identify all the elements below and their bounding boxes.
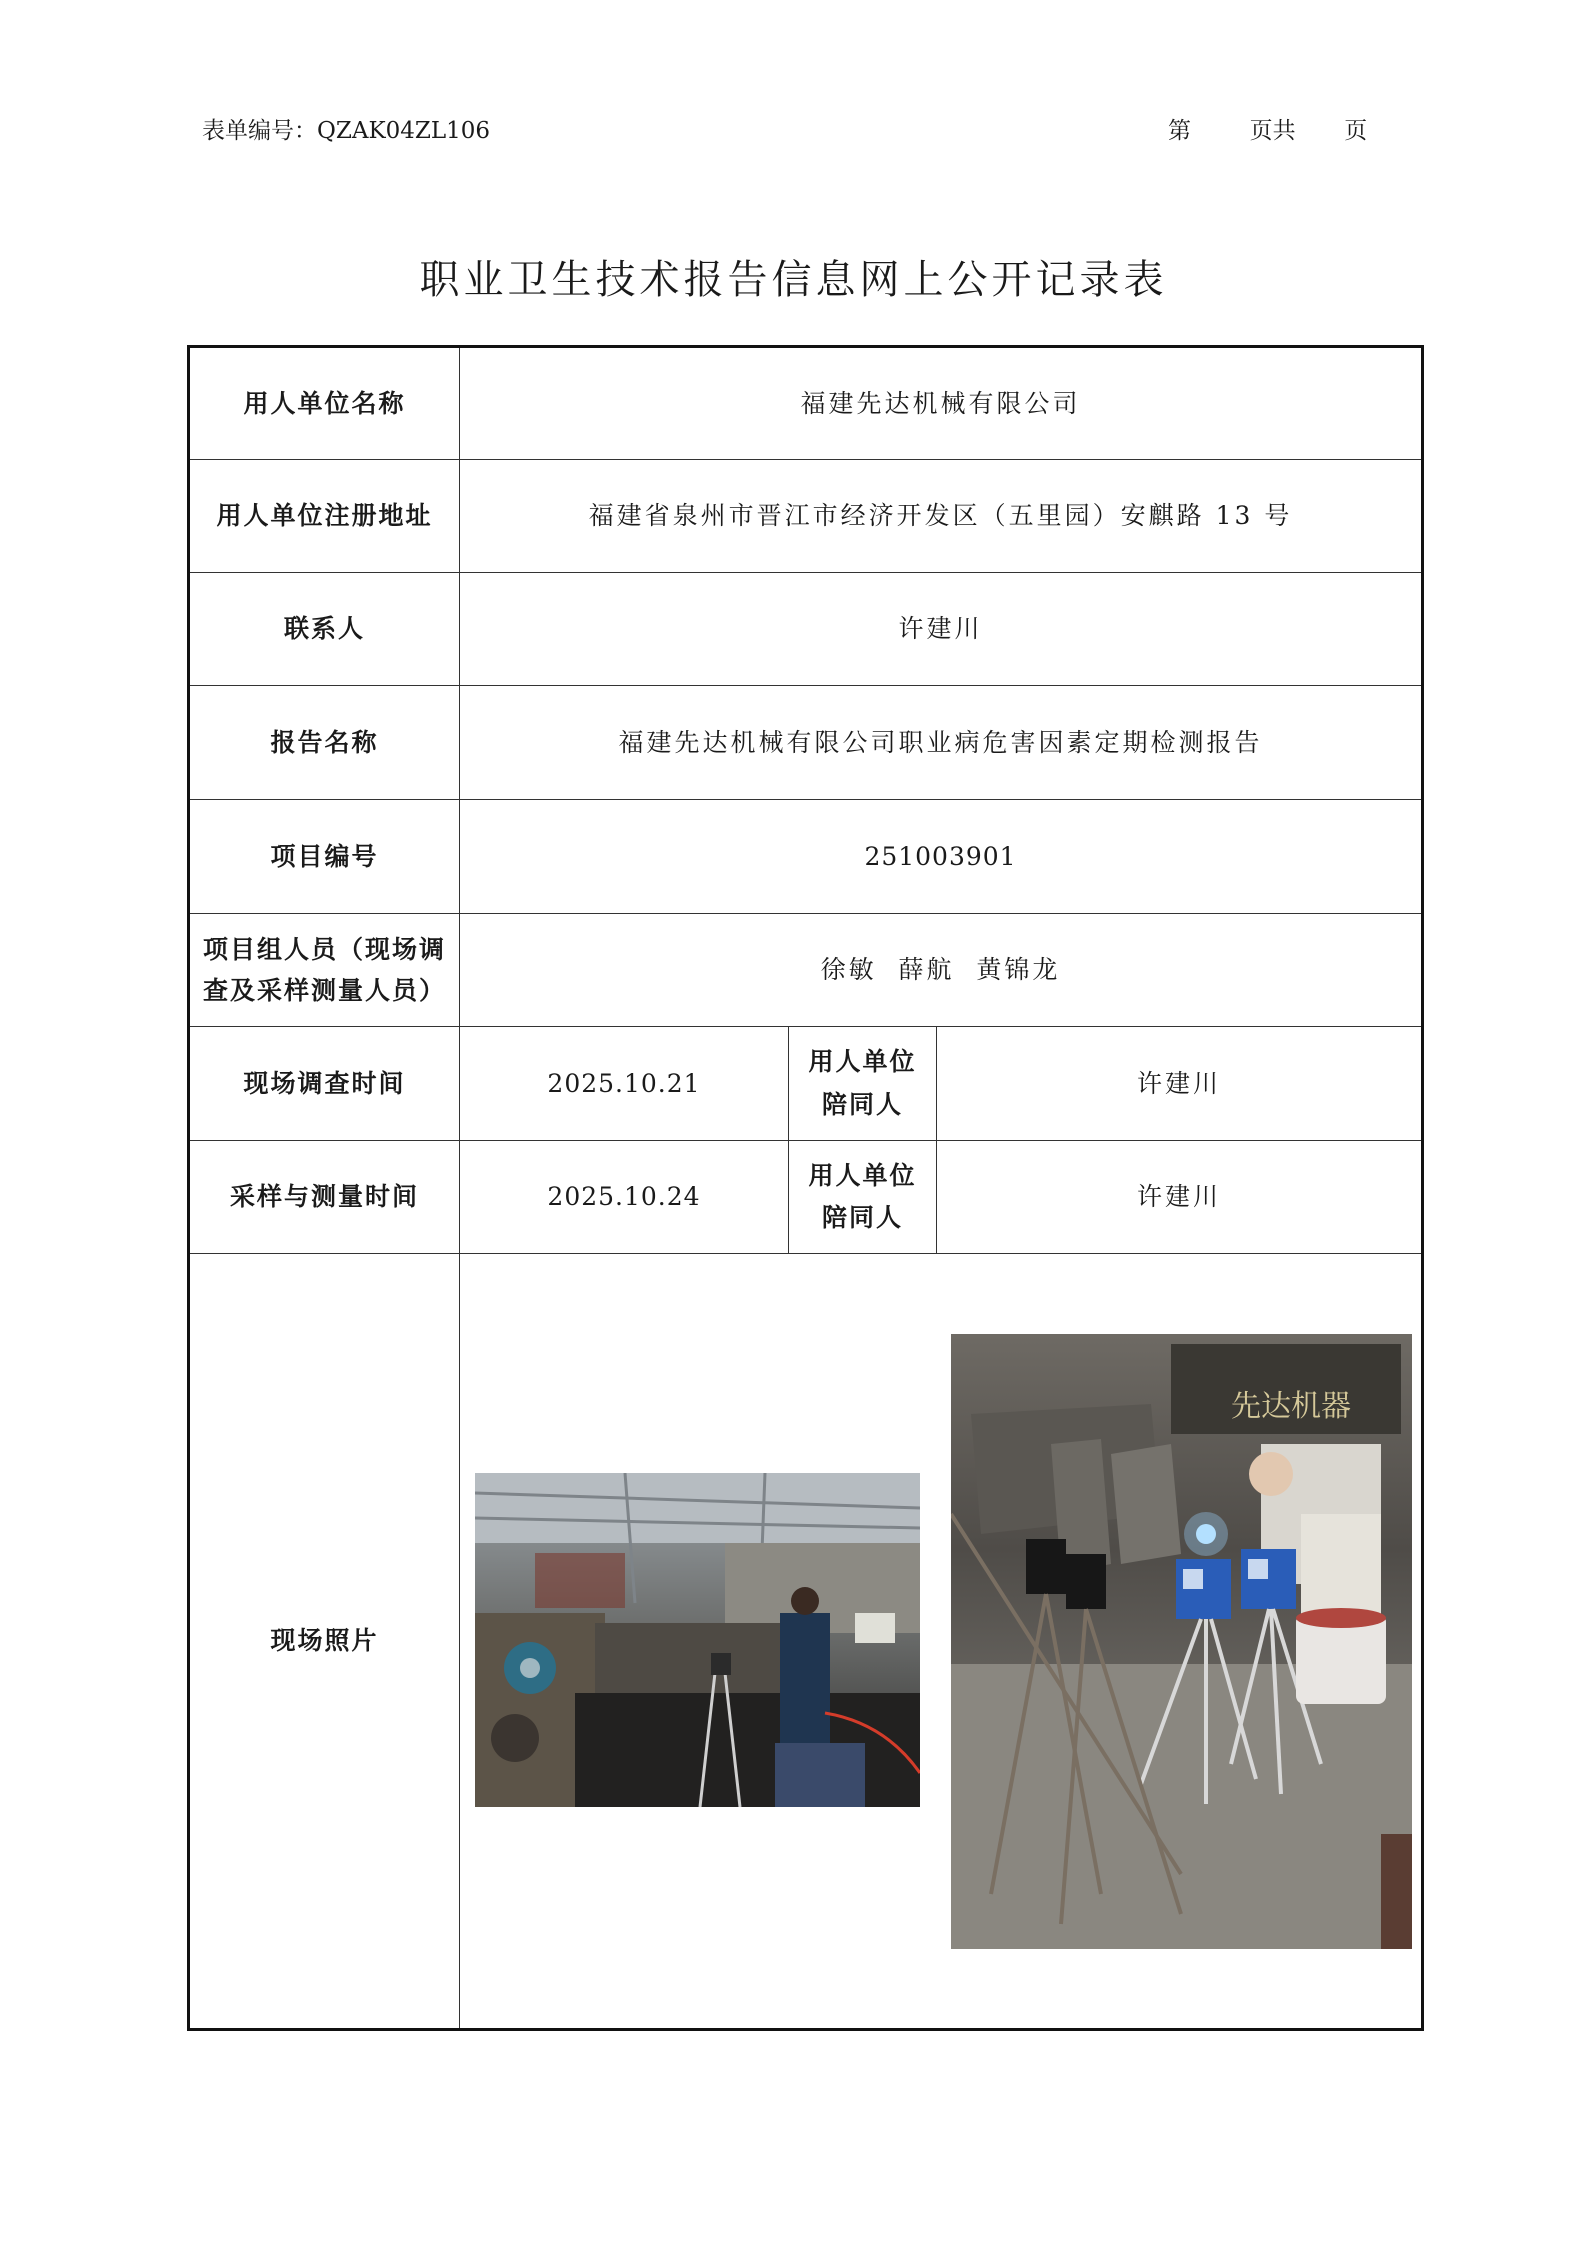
row-photos	[189, 1254, 1423, 2030]
row-report-name	[189, 686, 1423, 800]
report-name-label: 报告名称	[189, 686, 460, 800]
sampling-label: 采样与测量时间	[189, 1141, 460, 1254]
row-survey	[189, 1027, 1423, 1141]
row-team	[189, 914, 1423, 1027]
survey-label: 现场调查时间	[189, 1027, 460, 1141]
form-number: 表单编号：QZAK04ZL106	[202, 118, 491, 144]
record-table	[187, 345, 1424, 2031]
row-sampling	[189, 1141, 1423, 1254]
address-value: 福建省泉州市晋江市经济开发区（五里园）安麒路 13 号	[460, 460, 1423, 573]
sampling-escort-value: 许建川	[937, 1141, 1423, 1254]
row-address	[189, 460, 1423, 573]
survey-date: 2025.10.21	[460, 1027, 789, 1141]
sampling-date: 2025.10.24	[460, 1141, 789, 1254]
survey-escort-label: 用人单位陪同人	[789, 1027, 937, 1141]
page-indicator	[1168, 112, 1367, 145]
unit-name-value: 福建先达机械有限公司	[460, 347, 1423, 460]
page-title: 职业卫生技术报告信息网上公开记录表	[419, 257, 1168, 303]
page-word-2: 页共	[1249, 118, 1296, 144]
survey-escort-value: 许建川	[937, 1027, 1423, 1141]
team-value: 徐敏 薛航 黄锦龙	[460, 914, 1423, 1027]
photos-cell	[460, 1254, 1423, 2030]
team-label: 项目组人员（现场调查及采样测量人员）	[189, 914, 460, 1027]
row-contact	[189, 573, 1423, 686]
photos-label: 现场照片	[189, 1254, 460, 2030]
page-word-1: 第	[1168, 118, 1191, 144]
site-photo-lathe	[475, 1473, 920, 1807]
row-unit-name	[189, 347, 1423, 460]
unit-name-label: 用人单位名称	[189, 347, 460, 460]
sampling-escort-label: 用人单位陪同人	[789, 1141, 937, 1254]
contact-label: 联系人	[189, 573, 460, 686]
site-photo-welding	[951, 1334, 1412, 1949]
address-label: 用人单位注册地址	[189, 460, 460, 573]
report-name-value: 福建先达机械有限公司职业病危害因素定期检测报告	[460, 686, 1423, 800]
contact-value: 许建川	[460, 573, 1423, 686]
row-project-no	[189, 800, 1423, 914]
workshop-sign-text: 先达机器	[1231, 1389, 1351, 1424]
project-no-label: 项目编号	[189, 800, 460, 914]
page-word-3: 页	[1344, 118, 1368, 144]
project-no-value: 251003901	[460, 800, 1423, 914]
